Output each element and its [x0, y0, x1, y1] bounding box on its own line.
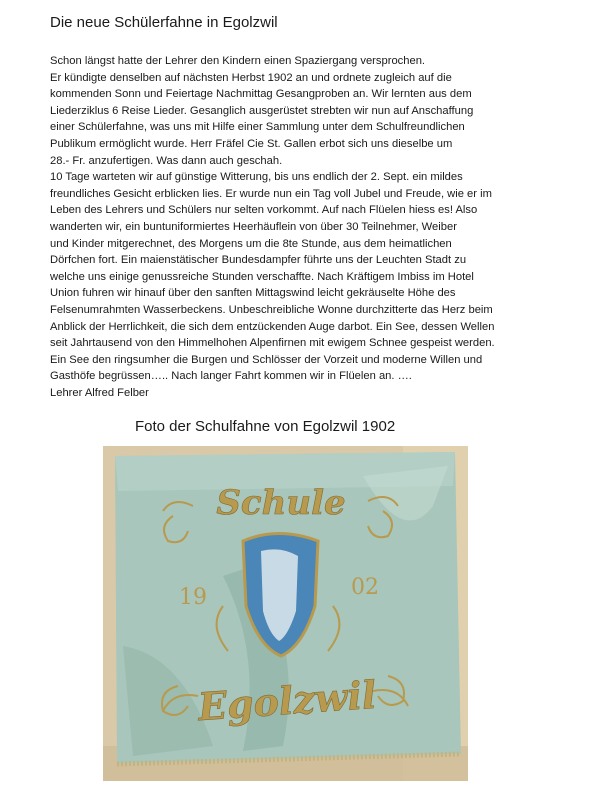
text-line: 10 Tage warteten wir auf günstige Witterung, bis uns endlich der 2. Sept. ein mildes	[50, 171, 463, 184]
body-text	[50, 53, 590, 401]
flag-illustration	[103, 446, 468, 781]
text-line: Er kündigte denselben auf nächsten Herbst 1902 an und ordnete zugleich auf die	[50, 71, 452, 84]
text-line: Gasthöfe begrüssen….. Nach langer Fahrt kommen wir in Flüelen an. ….	[50, 370, 412, 383]
signature-line: Lehrer Alfred Felber	[50, 386, 149, 399]
text-line: Liederziklus 6 Reise Lieder. Gesanglich ausgerüstet strebten wir nun auf Anschaffung	[50, 104, 474, 117]
text-line: Anblick der Herrlichkeit, die sich dem entzückenden Auge darbot. Ein See, dessen Wellen	[50, 320, 495, 333]
photo-caption: Foto der Schulfahne von Egolzwil 1902	[135, 418, 396, 435]
text-line: seit Jahrtausend von den Himmelhohen Alpenfirnen mit ewigem Schnee gespeist werden.	[50, 337, 495, 350]
text-line: Schon längst hatte der Lehrer den Kindern einen Spaziergang versprochen.	[50, 55, 426, 67]
flag-bottom-text: Egolzwil	[196, 671, 378, 730]
text-line: Leben des Lehrers und Schülers nur selten vorkommt. Auf nach Flüelen hiess es! Also	[50, 204, 478, 217]
text-line: freundliches Gesicht erblicken lies. Er wurde nun ein Tag voll Jubel und Freude, wie er im	[50, 187, 492, 200]
flag-top-text: Schule	[216, 483, 346, 523]
text-line: Publikum ermöglicht wurde. Herr Fräfel Cie St. Gallen erbot sich uns dieselbe um	[50, 137, 453, 150]
flag-year-left: 19	[179, 585, 207, 610]
text-line: Union fuhren wir hinauf über den sanften Mittagswind leicht gekräuselte Höhe des	[50, 287, 456, 300]
flag-photo	[103, 446, 468, 781]
text-line: welche uns einige genussreiche Stunden verschaffte. Nach Kräftigem Imbiss im Hotel	[50, 270, 474, 283]
text-line: und Kinder mitgerechnet, des Morgens um die 8te Stunde, aus dem heimatlichen	[50, 237, 452, 250]
text-line: Ein See den ringsumher die Burgen und Schlösser der Vorzeit und moderne Willen und	[50, 353, 483, 366]
text-line: Dörfchen fort. Ein maienstätischer Bundesdampfer führte uns der Leuchten Stadt zu	[50, 254, 467, 267]
text-line: einer Schülerfahne, was uns mit Hilfe einer Sammlung unter dem Schulfreundlichen	[50, 121, 465, 134]
page-title: Die neue Schülerfahne in Egolzwil	[50, 14, 278, 31]
flag-year-right: 02	[351, 575, 379, 600]
text-line: wanderten wir, ein buntuniformiertes Heerhäuflein von über 30 Teilnehmer, Weiber	[50, 220, 457, 233]
text-line: Felsenumrahmten Wasserbeckens. Unbeschreibliche Wonne durchzitterte das Herz beim	[50, 303, 493, 316]
text-line: kommenden Sonn und Feiertage Nachmittag Gesangproben an. Wir lernten aus dem	[50, 88, 472, 101]
text-line: 28.- Fr. anzufertigen. Was dann auch geschah.	[50, 154, 283, 167]
